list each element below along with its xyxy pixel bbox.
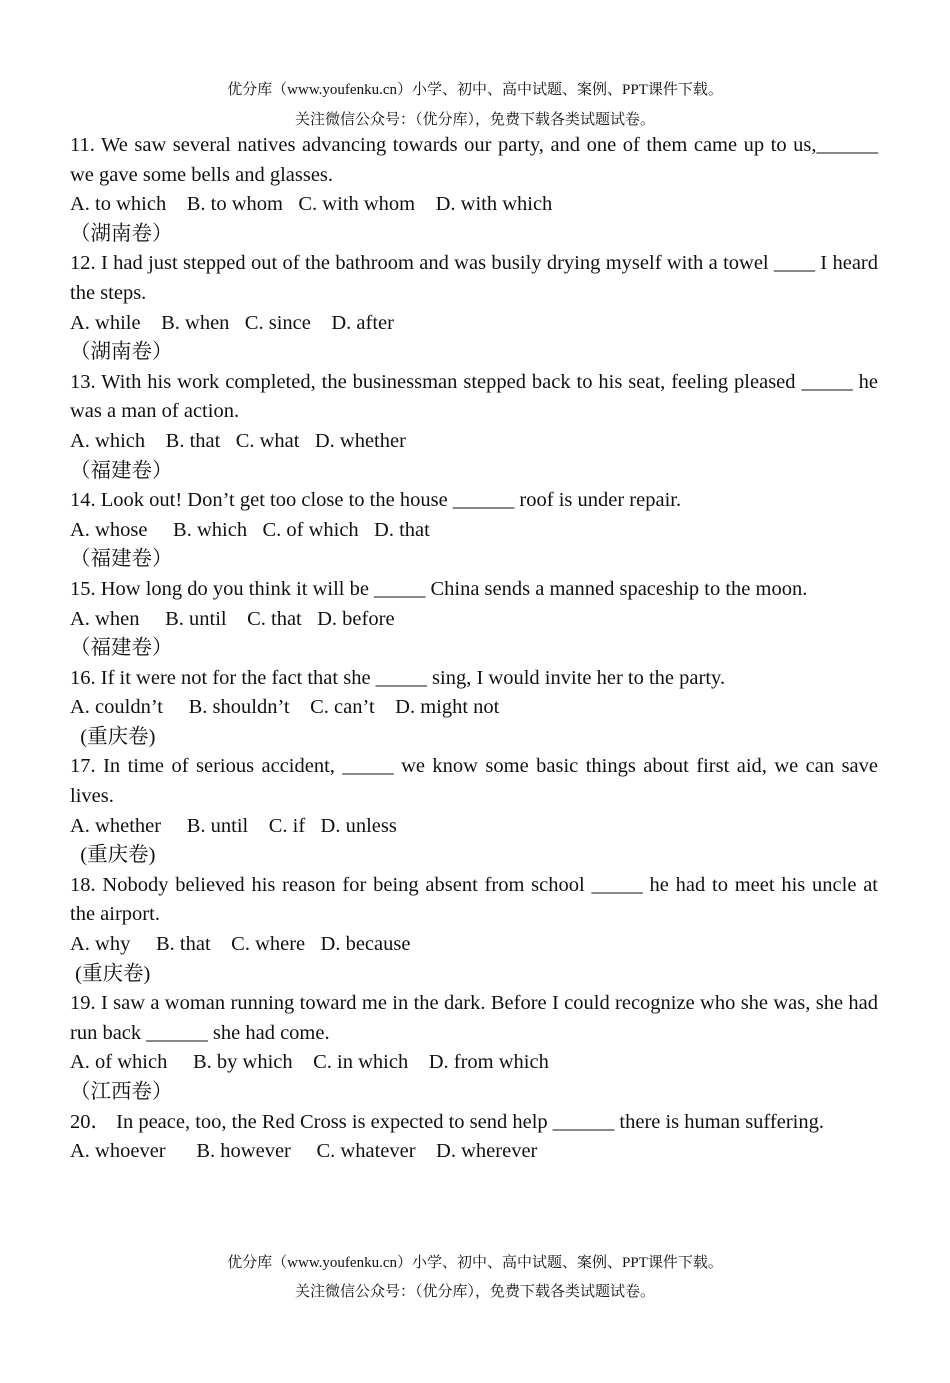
question-19 <box>70 989 878 1107</box>
question-text: 16. If it were not for the fact that she _____ sing, I would invite her to the party. <box>70 666 726 689</box>
question-text: 11. We saw several natives advancing towards our party, and one of them came up to us,______ we gave some bells and glasses. <box>70 134 878 186</box>
question-text: 20． In peace, too, the Red Cross is expected to send help ______ there is human suffering. <box>70 1110 824 1133</box>
question-text: 13. With his work completed, the businessman stepped back to his seat, feeling pleased _____ he was a man of action. <box>70 370 878 423</box>
question-text: 18. Nobody believed his reason for being absent from school _____ he had to meet his uncle at the airport. <box>70 873 878 926</box>
question-18 <box>70 871 878 989</box>
footer-line-2: 关注微信公众号：（优分库），免费下载各类试题试卷。 <box>294 1284 655 1300</box>
header-line-2: 关注微信公众号：（优分库），免费下载各类试题试卷。 <box>294 112 655 128</box>
question-options: A. why B. that C. where D. because <box>70 933 411 956</box>
question-13 <box>70 368 878 486</box>
question-options: A. whoever B. however C. whatever D. wherever <box>70 1140 538 1163</box>
question-source: （湖南卷） <box>70 341 173 364</box>
question-list <box>70 131 878 1167</box>
question-options: A. to which B. to whom C. with whom D. with which <box>70 193 553 216</box>
question-16 <box>70 664 878 753</box>
question-source: （湖南卷） <box>70 222 173 245</box>
question-12 <box>70 249 878 367</box>
question-15 <box>70 575 878 664</box>
question-source: （福建卷） <box>70 459 173 482</box>
question-source: (重庆卷) <box>70 844 156 867</box>
question-source: （福建卷） <box>70 637 173 660</box>
question-options: A. while B. when C. since D. after <box>70 311 394 334</box>
question-11 <box>70 131 878 249</box>
footer-line-1: 优分库（www.youfenku.cn）小学、初中、高中试题、案例、PPT课件下载。 <box>227 1255 723 1271</box>
header-line-1: 优分库（www.youfenku.cn）小学、初中、高中试题、案例、PPT课件下载。 <box>227 82 723 98</box>
question-options: A. of which B. by which C. in which D. from which <box>70 1051 549 1074</box>
question-text: 19. I saw a woman running toward me in the dark. Before I could recognize who she was, she had run back ______ she had come. <box>70 992 878 1044</box>
question-17 <box>70 752 878 870</box>
question-source: (重庆卷) <box>70 725 156 748</box>
question-text: 14. Look out! Don’t get too close to the house ______ roof is under repair. <box>70 489 682 512</box>
question-options: A. whether B. until C. if D. unless <box>70 814 397 837</box>
question-source: （福建卷） <box>70 548 173 571</box>
question-source: (重庆卷) <box>70 962 151 985</box>
question-options: A. when B. until C. that D. before <box>70 607 395 630</box>
question-options: A. whose B. which C. of which D. that <box>70 518 430 541</box>
question-text: 12. I had just stepped out of the bathroom and was busily drying myself with a towel ____ I heard the steps. <box>70 252 878 304</box>
question-20 <box>70 1108 878 1167</box>
question-text: 17. In time of serious accident, _____ we know some basic things about first aid, we can save lives. <box>70 755 878 808</box>
question-text: 15. How long do you think it will be _____ China sends a manned spaceship to the moon. <box>70 577 808 600</box>
question-source: （江西卷） <box>70 1081 173 1103</box>
question-options: A. which B. that C. what D. whether <box>70 429 406 452</box>
question-options: A. couldn’t B. shouldn’t C. can’t D. might not <box>70 696 500 719</box>
question-14 <box>70 486 878 575</box>
